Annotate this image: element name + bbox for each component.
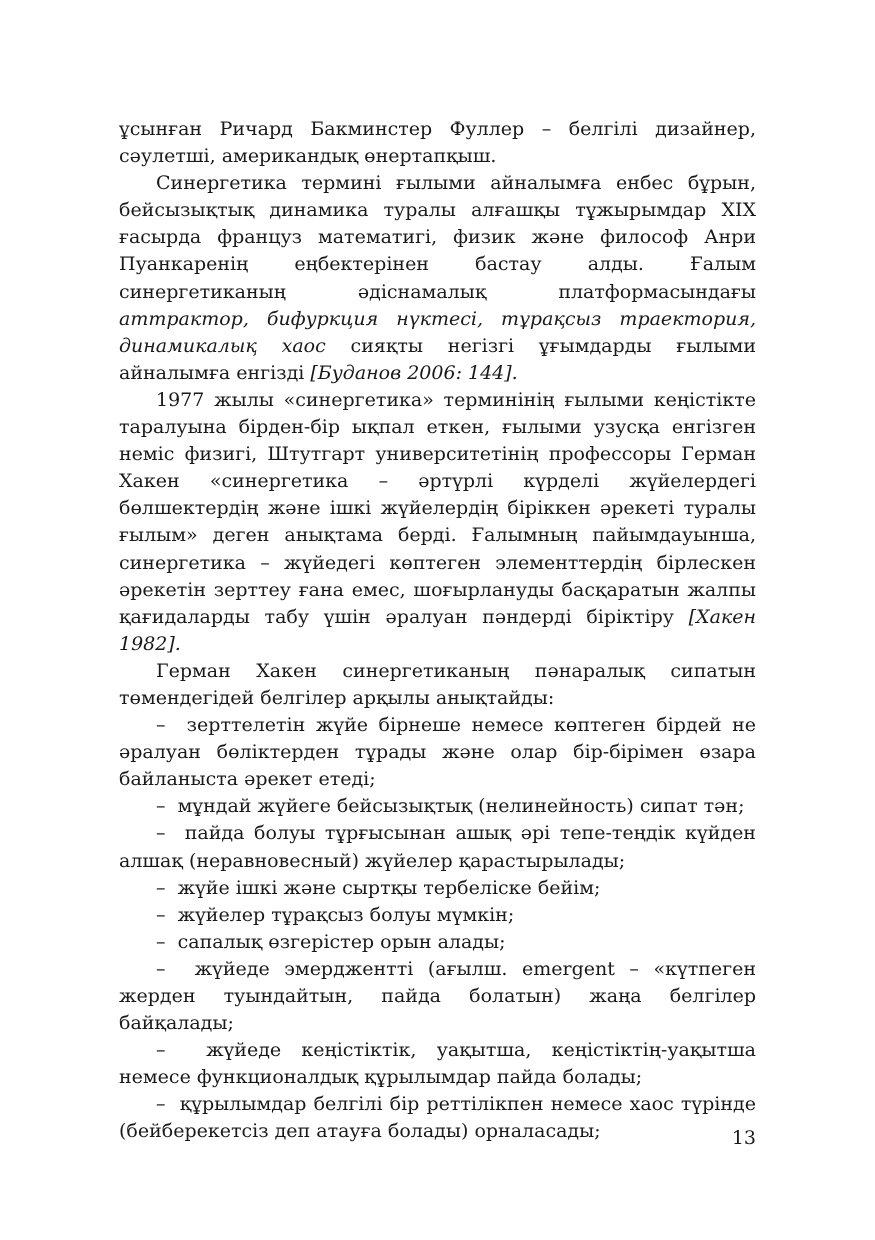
- page-number: 13: [731, 1127, 756, 1149]
- list-item: [119, 956, 756, 1037]
- list-dash: –: [156, 822, 166, 845]
- list-item: [119, 902, 756, 929]
- list-dash: –: [156, 1039, 166, 1062]
- list-item: [119, 793, 756, 820]
- paragraph-list-intro: Герман Хакен синергетиканың пәнаралық сипатын төмендегідей белгілер арқылы анықтайды:: [119, 659, 756, 709]
- list-item: [119, 1037, 756, 1091]
- list-item-text: жүйелер тұрақсыз болуы мүмкін;: [177, 903, 515, 926]
- list-item-text: жүйе ішкі және сыртқы тербеліске бейім;: [177, 876, 601, 899]
- citation-reference: [Буданов 2006: 144].: [310, 361, 518, 384]
- list-item-text: мұндай жүйеге бейсызықтық (нелинейность) сипат тән;: [177, 795, 745, 818]
- list-item-text: жүйеде эмерджентті (ағылш. emergent – «күтпеген жерден туындайтын, пайда болатын) жаңа белгілер байқалады;: [119, 957, 756, 1035]
- citation-reference: [Хакен 1982].: [119, 605, 756, 655]
- list-item: [119, 929, 756, 956]
- document-body: [119, 116, 756, 1146]
- list-dash: –: [156, 795, 166, 818]
- paragraph-haken-definition: [119, 387, 756, 658]
- list-item: [119, 1091, 756, 1145]
- paragraph-text: Синергетика термині ғылыми айналымға енбес бұрын, бейсызықтық динамика туралы алғашқы тұжырымдар XIX ғасырда француз математигі, физик және философ Анри Пуанкаренің еңбектерінен бастау алды. Ғалым синергетиканың әдіснамалық платформасындағы: [119, 172, 756, 303]
- list-dash: –: [156, 1093, 166, 1116]
- paragraph-synergetics-origin: [119, 170, 756, 387]
- paragraph-text: 1977 жылы «синергетика» терминінің ғылыми кеңістікте таралуына бірден-бір ықпал еткен, ғылыми узусқа енгізген неміс физигі, Штутгарт университетінің профессоры Герман Хакен «синергетика – әртүрлі күрделі жүйелердегі бөлшектердің және ішкі жүйелердің біріккен әрекеті туралы ғылым» деген анықтама берді. Ғалымның пайымдауынша, синергетика – жүйедегі көптеген элементтердің бірлескен әрекетін зерттеу ғана емес, шоғырлануды басқаратын жалпы қағидаларды табу үшін әралуан пәндерді біріктіру: [119, 388, 756, 628]
- list-item-text: жүйеде кеңістіктік, уақытша, кеңістіктің-уақытша немесе функционалдық құрылымдар пайда болады;: [119, 1039, 756, 1089]
- italic-terms: аттрактор, бифуркция нүктесі, тұрақсыз траектория, динамикалық хаос: [119, 307, 756, 357]
- list-dash: –: [156, 930, 166, 953]
- list-item: [119, 875, 756, 902]
- list-item-text: зерттелетін жүйе бірнеше немесе көптеген бірдей не әралуан бөліктерден тұрады және олар бір-бірімен өзара байланыста әрекет етеді;: [119, 714, 756, 791]
- list-item-text: пайда болуы тұрғысынан ашық әрі тепе-теңдік күйден алшақ (неравновесный) жүйелер қарастырылады;: [119, 822, 756, 872]
- paragraph-text: сияқты негізгі ұғымдарды ғылыми айналымға енгізді: [119, 334, 756, 384]
- list-dash: –: [156, 714, 166, 737]
- list-item-text: сапалық өзгерістер орын алады;: [177, 930, 506, 953]
- list-dash: –: [156, 876, 166, 899]
- list-item-text: құрылымдар белгілі бір реттілікпен немесе хаос түрінде (бейберекетсіз деп атауға болады) орналасады;: [119, 1093, 756, 1143]
- feature-list: [119, 712, 756, 1146]
- list-dash: –: [156, 903, 166, 926]
- paragraph-continuation: ұсынған Ричард Бакминстер Фуллер – белгілі дизайнер, сәулетші, американдық өнертапқыш.: [119, 118, 756, 168]
- list-item: [119, 820, 756, 874]
- list-item: [119, 712, 756, 793]
- list-dash: –: [156, 957, 166, 980]
